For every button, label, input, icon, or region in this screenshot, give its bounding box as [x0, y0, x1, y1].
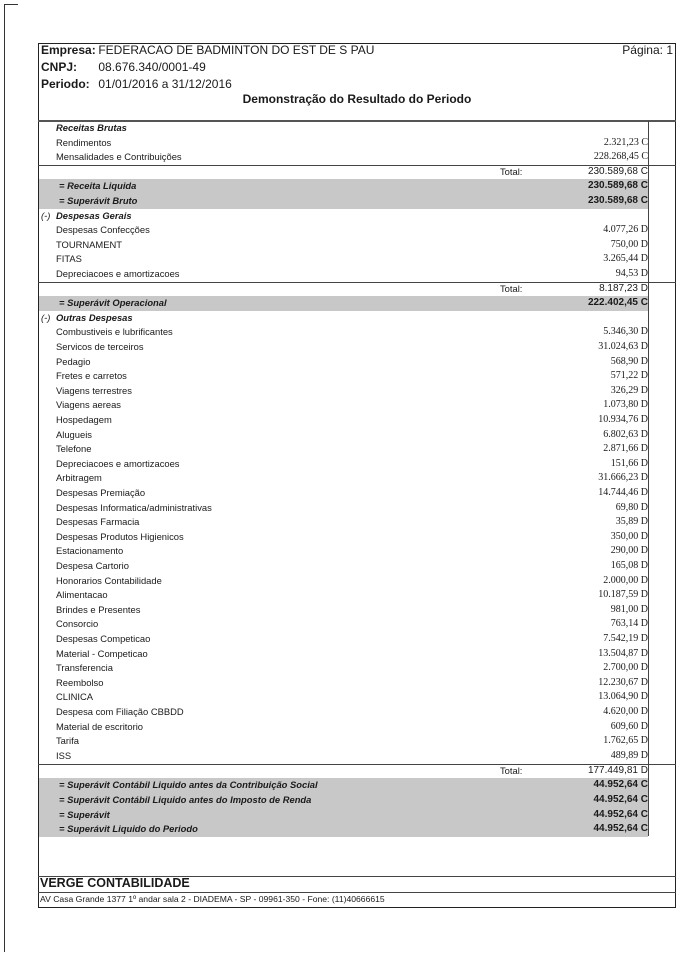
periodo-line: [41, 77, 232, 91]
table-row: [39, 676, 648, 691]
row-label: = Superávit Bruto: [59, 195, 138, 206]
table-row: [39, 150, 648, 165]
superavit-operacional-row: [39, 296, 648, 311]
periodo-value: 01/01/2016 a 31/12/2016: [98, 77, 232, 91]
table-row: [39, 749, 648, 764]
total-amount: 230.589,68 C: [587, 165, 648, 177]
superavit-bruto-row: [39, 194, 648, 209]
table-row: [39, 734, 648, 749]
table-row: [39, 705, 648, 720]
row-amount: 3.265,44 D: [603, 253, 648, 265]
row-label: Alimentacao: [56, 589, 108, 601]
row-amount: 44.952,64 C: [593, 794, 648, 805]
row-label: Viagens terrestres: [56, 384, 132, 396]
row-amount: 1.073,80 D: [603, 399, 648, 411]
row-label: Combustiveis e lubrificantes: [56, 326, 173, 338]
resultado-row: [39, 778, 648, 793]
resultado-row: [39, 822, 648, 837]
row-amount: 35,89 D: [615, 516, 648, 528]
row-label: Viagens aereas: [56, 399, 121, 411]
section-prefix: (-): [41, 311, 51, 323]
row-amount: 10.187,59 D: [598, 589, 648, 601]
table-row: [39, 530, 648, 545]
cnpj-line: [41, 60, 206, 74]
row-amount: 165,08 D: [610, 560, 648, 571]
scan-edge-line: [4, 4, 5, 952]
row-label: Honorarios Contabilidade: [56, 574, 162, 586]
row-amount: 5.346,30 D: [603, 326, 648, 338]
cnpj-label: CNPJ:: [41, 60, 78, 74]
row-label: Despesas Premiação: [56, 487, 146, 498]
table-row: [39, 690, 648, 705]
row-label: Pedagio: [56, 355, 91, 367]
row-label: Alugueis: [56, 428, 92, 440]
row-label: ISS: [56, 749, 72, 761]
row-label: = Receita Liquida: [59, 180, 137, 192]
row-amount: 13.064,90 D: [598, 691, 648, 703]
periodo-label: Periodo:: [41, 77, 90, 91]
table-row: [39, 544, 648, 559]
resultado-row: [39, 793, 648, 808]
row-label: Arbitragem: [56, 472, 102, 484]
row-amount: 94,53 D: [615, 268, 648, 279]
row-amount: 13.504,87 D: [598, 647, 648, 659]
row-amount: 44.952,64 C: [593, 823, 648, 835]
row-label: Fretes e carretos: [56, 370, 127, 382]
row-label: = Superávit Contábil Liquido antes do Imposto de Renda: [59, 794, 312, 805]
section-label: Outras Despesas: [56, 311, 133, 323]
row-amount: 44.952,64 C: [593, 779, 648, 791]
empresa-value: FEDERACAO DE BADMINTON DO EST DE S PAU: [98, 43, 375, 57]
section-outras-despesas: [39, 311, 648, 326]
row-label: = Superávit Operacional: [59, 297, 167, 309]
table-row: [39, 471, 648, 486]
row-label: Despesas Competicao: [56, 633, 151, 644]
table-row: [39, 340, 648, 355]
section-label: Despesas Gerais: [56, 209, 132, 221]
row-amount: 69,80 D: [615, 501, 648, 513]
table-row: [39, 428, 648, 443]
row-label: Despesas Confecções: [56, 224, 150, 236]
row-label: Reembolso: [56, 676, 104, 688]
row-amount: 228.268,45 C: [593, 151, 648, 163]
row-amount: 12.230,67 D: [598, 676, 648, 688]
row-amount: 2.000,00 D: [603, 574, 648, 586]
row-label: Hospedagem: [56, 414, 112, 425]
row-label: Mensalidades e Contribuições: [56, 151, 182, 163]
row-amount: 6.802,63 D: [603, 428, 648, 440]
row-amount: 31.666,23 D: [598, 472, 648, 484]
cnpj-value: 08.676.340/0001-49: [98, 60, 206, 74]
table-row: [39, 574, 648, 589]
row-label: TOURNAMENT: [56, 238, 122, 250]
row-label: Material - Competicao: [56, 647, 148, 659]
table-row: [39, 647, 648, 662]
row-label: = Superávit: [59, 808, 110, 820]
row-amount: 290,00 D: [610, 545, 648, 557]
row-label: Despesas Informatica/administrativas: [56, 501, 212, 513]
row-label: Depreciacoes e amortizacoes: [56, 268, 180, 279]
empresa-label: Empresa:: [41, 43, 96, 57]
row-amount: 4.620,00 D: [603, 706, 648, 717]
row-amount: 31.024,63 D: [598, 341, 648, 352]
row-amount: 230.589,68 C: [587, 180, 648, 192]
row-label: Rendimentos: [56, 136, 112, 148]
table-row: [39, 398, 648, 413]
table-row: [39, 661, 648, 676]
table-row: [39, 267, 648, 282]
row-amount: 763,14 D: [610, 618, 648, 630]
row-amount: 2.700,00 D: [603, 662, 648, 674]
receita-liquida-row: [39, 179, 648, 194]
total-row-despesas-gerais: [39, 282, 648, 297]
table-row: [39, 355, 648, 370]
total-row-outras-despesas: [39, 764, 648, 779]
table-row: [39, 369, 648, 384]
row-amount: 609,60 D: [610, 720, 648, 732]
row-amount: 222.402,45 C: [587, 297, 648, 309]
report-title: Demonstração do Resultado do Periodo: [242, 92, 472, 106]
page-label: Página:: [622, 43, 663, 57]
page-number: [622, 43, 673, 57]
total-label: Total:: [500, 165, 523, 177]
table-row: [39, 720, 648, 735]
row-label: Consorcio: [56, 618, 99, 630]
table-row: [39, 136, 648, 151]
footer-inner-separator: [38, 892, 676, 893]
table-row: [39, 238, 648, 253]
section-despesas-gerais: [39, 209, 648, 224]
row-amount: 2.871,66 D: [603, 443, 648, 455]
accounting-firm-name: VERGE CONTABILIDADE: [40, 876, 190, 890]
table-row: [39, 384, 648, 399]
page-value: 1: [666, 43, 673, 57]
row-label: = Superávit Liquido do Periodo: [59, 823, 198, 835]
row-label: Brindes e Presentes: [56, 603, 141, 615]
empresa-line: [41, 43, 374, 57]
table-row: [39, 486, 648, 501]
table-row: [39, 603, 648, 618]
row-amount: 2.321,23 C: [603, 136, 648, 148]
table-row: [39, 223, 648, 238]
row-label: Despesas Produtos Higienicos: [56, 530, 184, 542]
row-amount: 230.589,68 C: [587, 195, 648, 206]
section-label: Receitas Brutas: [56, 122, 127, 133]
accounting-firm-address: AV Casa Grande 1377 1º andar sala 2 - DIADEMA - SP - 09961-350 - Fone: (11)40666615: [40, 894, 385, 904]
row-amount: 151,66 D: [610, 457, 648, 469]
row-amount: 7.542,19 D: [603, 633, 648, 644]
row-label: CLINICA: [56, 691, 93, 703]
scan-edge-corner: [4, 4, 18, 5]
row-label: Servicos de terceiros: [56, 341, 144, 352]
table-row: [39, 588, 648, 603]
amount-column-border: [648, 121, 649, 836]
total-amount: 8.187,23 D: [599, 282, 648, 294]
row-amount: 1.762,65 D: [603, 735, 648, 747]
row-label: Tarifa: [56, 735, 79, 747]
table-row: [39, 457, 648, 472]
section-receitas-brutas: [39, 121, 648, 136]
row-label: Transferencia: [56, 662, 113, 674]
row-label: Material de escritorio: [56, 720, 144, 732]
row-label: Despesas Farmacia: [56, 516, 140, 528]
section-prefix: (-): [41, 209, 51, 221]
row-amount: 750,00 D: [610, 238, 648, 250]
table-row: [39, 501, 648, 516]
row-amount: 44.952,64 C: [593, 808, 648, 820]
total-label: Total:: [500, 282, 523, 294]
table-row: [39, 252, 648, 267]
table-row: [39, 515, 648, 530]
resultado-row: [39, 808, 648, 823]
row-amount: 981,00 D: [610, 603, 648, 615]
table-row: [39, 559, 648, 574]
row-label: FITAS: [56, 253, 82, 265]
row-amount: 568,90 D: [610, 355, 648, 367]
row-amount: 489,89 D: [610, 749, 648, 761]
table-row: [39, 617, 648, 632]
total-amount: 177.449,81 D: [587, 764, 648, 776]
table-row: [39, 442, 648, 457]
row-amount: 326,29 D: [610, 384, 648, 396]
row-amount: 571,22 D: [610, 370, 648, 382]
total-label: Total:: [500, 764, 523, 776]
row-amount: 4.077,26 D: [603, 224, 648, 236]
row-amount: 350,00 D: [610, 530, 648, 542]
table-row: [39, 413, 648, 428]
row-label: Despesa Cartorio: [56, 560, 129, 571]
row-amount: 10.934,76 D: [598, 414, 648, 425]
row-label: Despesa com Filiação CBBDD: [56, 706, 184, 717]
row-label: = Superávit Contábil Liquido antes da Contribuição Social: [59, 779, 318, 791]
row-amount: 14.744,46 D: [598, 487, 648, 498]
row-label: Depreciacoes e amortizacoes: [56, 457, 180, 469]
total-row-receitas: [39, 165, 648, 180]
row-label: Estacionamento: [56, 545, 124, 557]
row-label: Telefone: [56, 443, 92, 455]
table-row: [39, 632, 648, 647]
table-row: [39, 325, 648, 340]
